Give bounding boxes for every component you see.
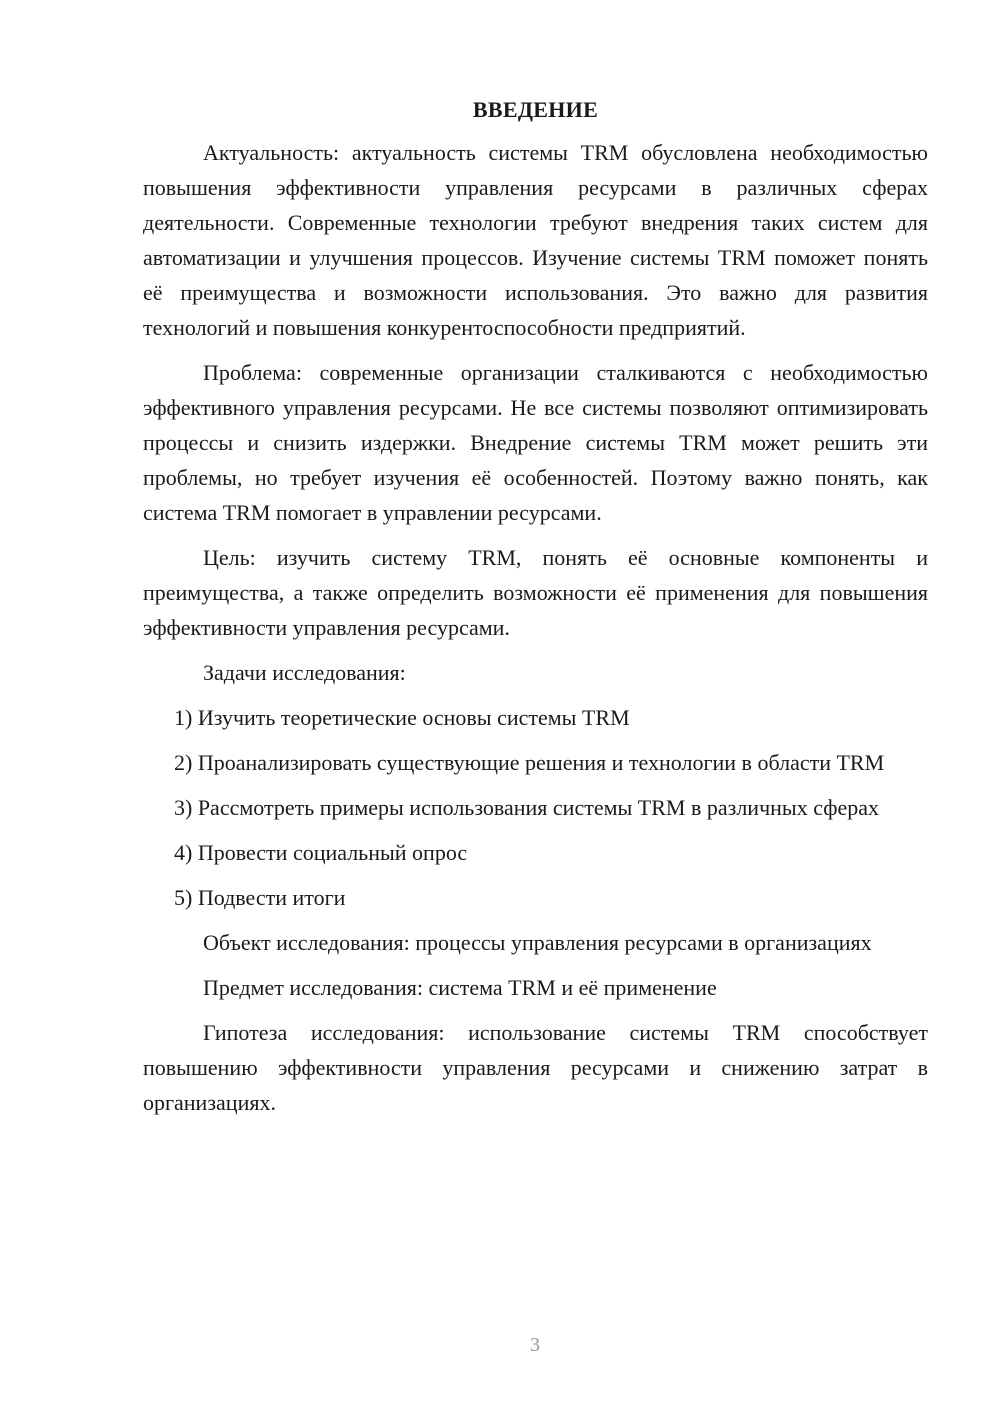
tasks-title: Задачи исследования: (203, 660, 406, 685)
page-content (143, 95, 928, 1130)
task-item-3: 3) Рассмотреть примеры использования системы TRM в различных сферах (174, 795, 880, 820)
problem-paragraph: Проблема: современные организации сталкиваются с необходимостью эффективного управления ресурсами. Не все системы позволяют оптимизировать процессы и снизить издержки. Внедрение системы TRM может решить эти проблемы, но требует изучения её особенностей. Поэтому важно понять, как система TRM помогает в управлении ресурсами. (143, 360, 928, 525)
subject-paragraph: Предмет исследования: система TRM и её применение (203, 975, 717, 1000)
page-number: 3 (530, 1334, 540, 1356)
hypothesis-paragraph: Гипотеза исследования: использование системы TRM способствует повышению эффективности управления ресурсами и снижению затрат в организациях. (143, 1020, 928, 1115)
relevance-paragraph: Актуальность: актуальность системы TRM обусловлена необходимостью повышения эффективности управления ресурсами в различных сферах деятельности. Современные технологии требуют внедрения таких систем для автоматизации и улучшения процессов. Изучение системы TRM поможет понять её преимущества и возможности использования. Это важно для развития технологий и повышения конкурентоспособности предприятий. (143, 140, 928, 340)
task-item-5: 5) Подвести итоги (174, 885, 346, 910)
object-paragraph: Объект исследования: процессы управления ресурсами в организациях (203, 930, 872, 955)
task-item-1: 1) Изучить теоретические основы системы TRM (174, 705, 630, 730)
task-item-4: 4) Провести социальный опрос (174, 840, 468, 865)
task-item-2: 2) Проанализировать существующие решения и технологии в области TRM (174, 750, 885, 775)
goal-paragraph: Цель: изучить систему TRM, понять её основные компоненты и преимущества, а также определить возможности её применения для повышения эффективности управления ресурсами. (143, 545, 928, 640)
page-title: ВВЕДЕНИЕ (472, 97, 599, 122)
